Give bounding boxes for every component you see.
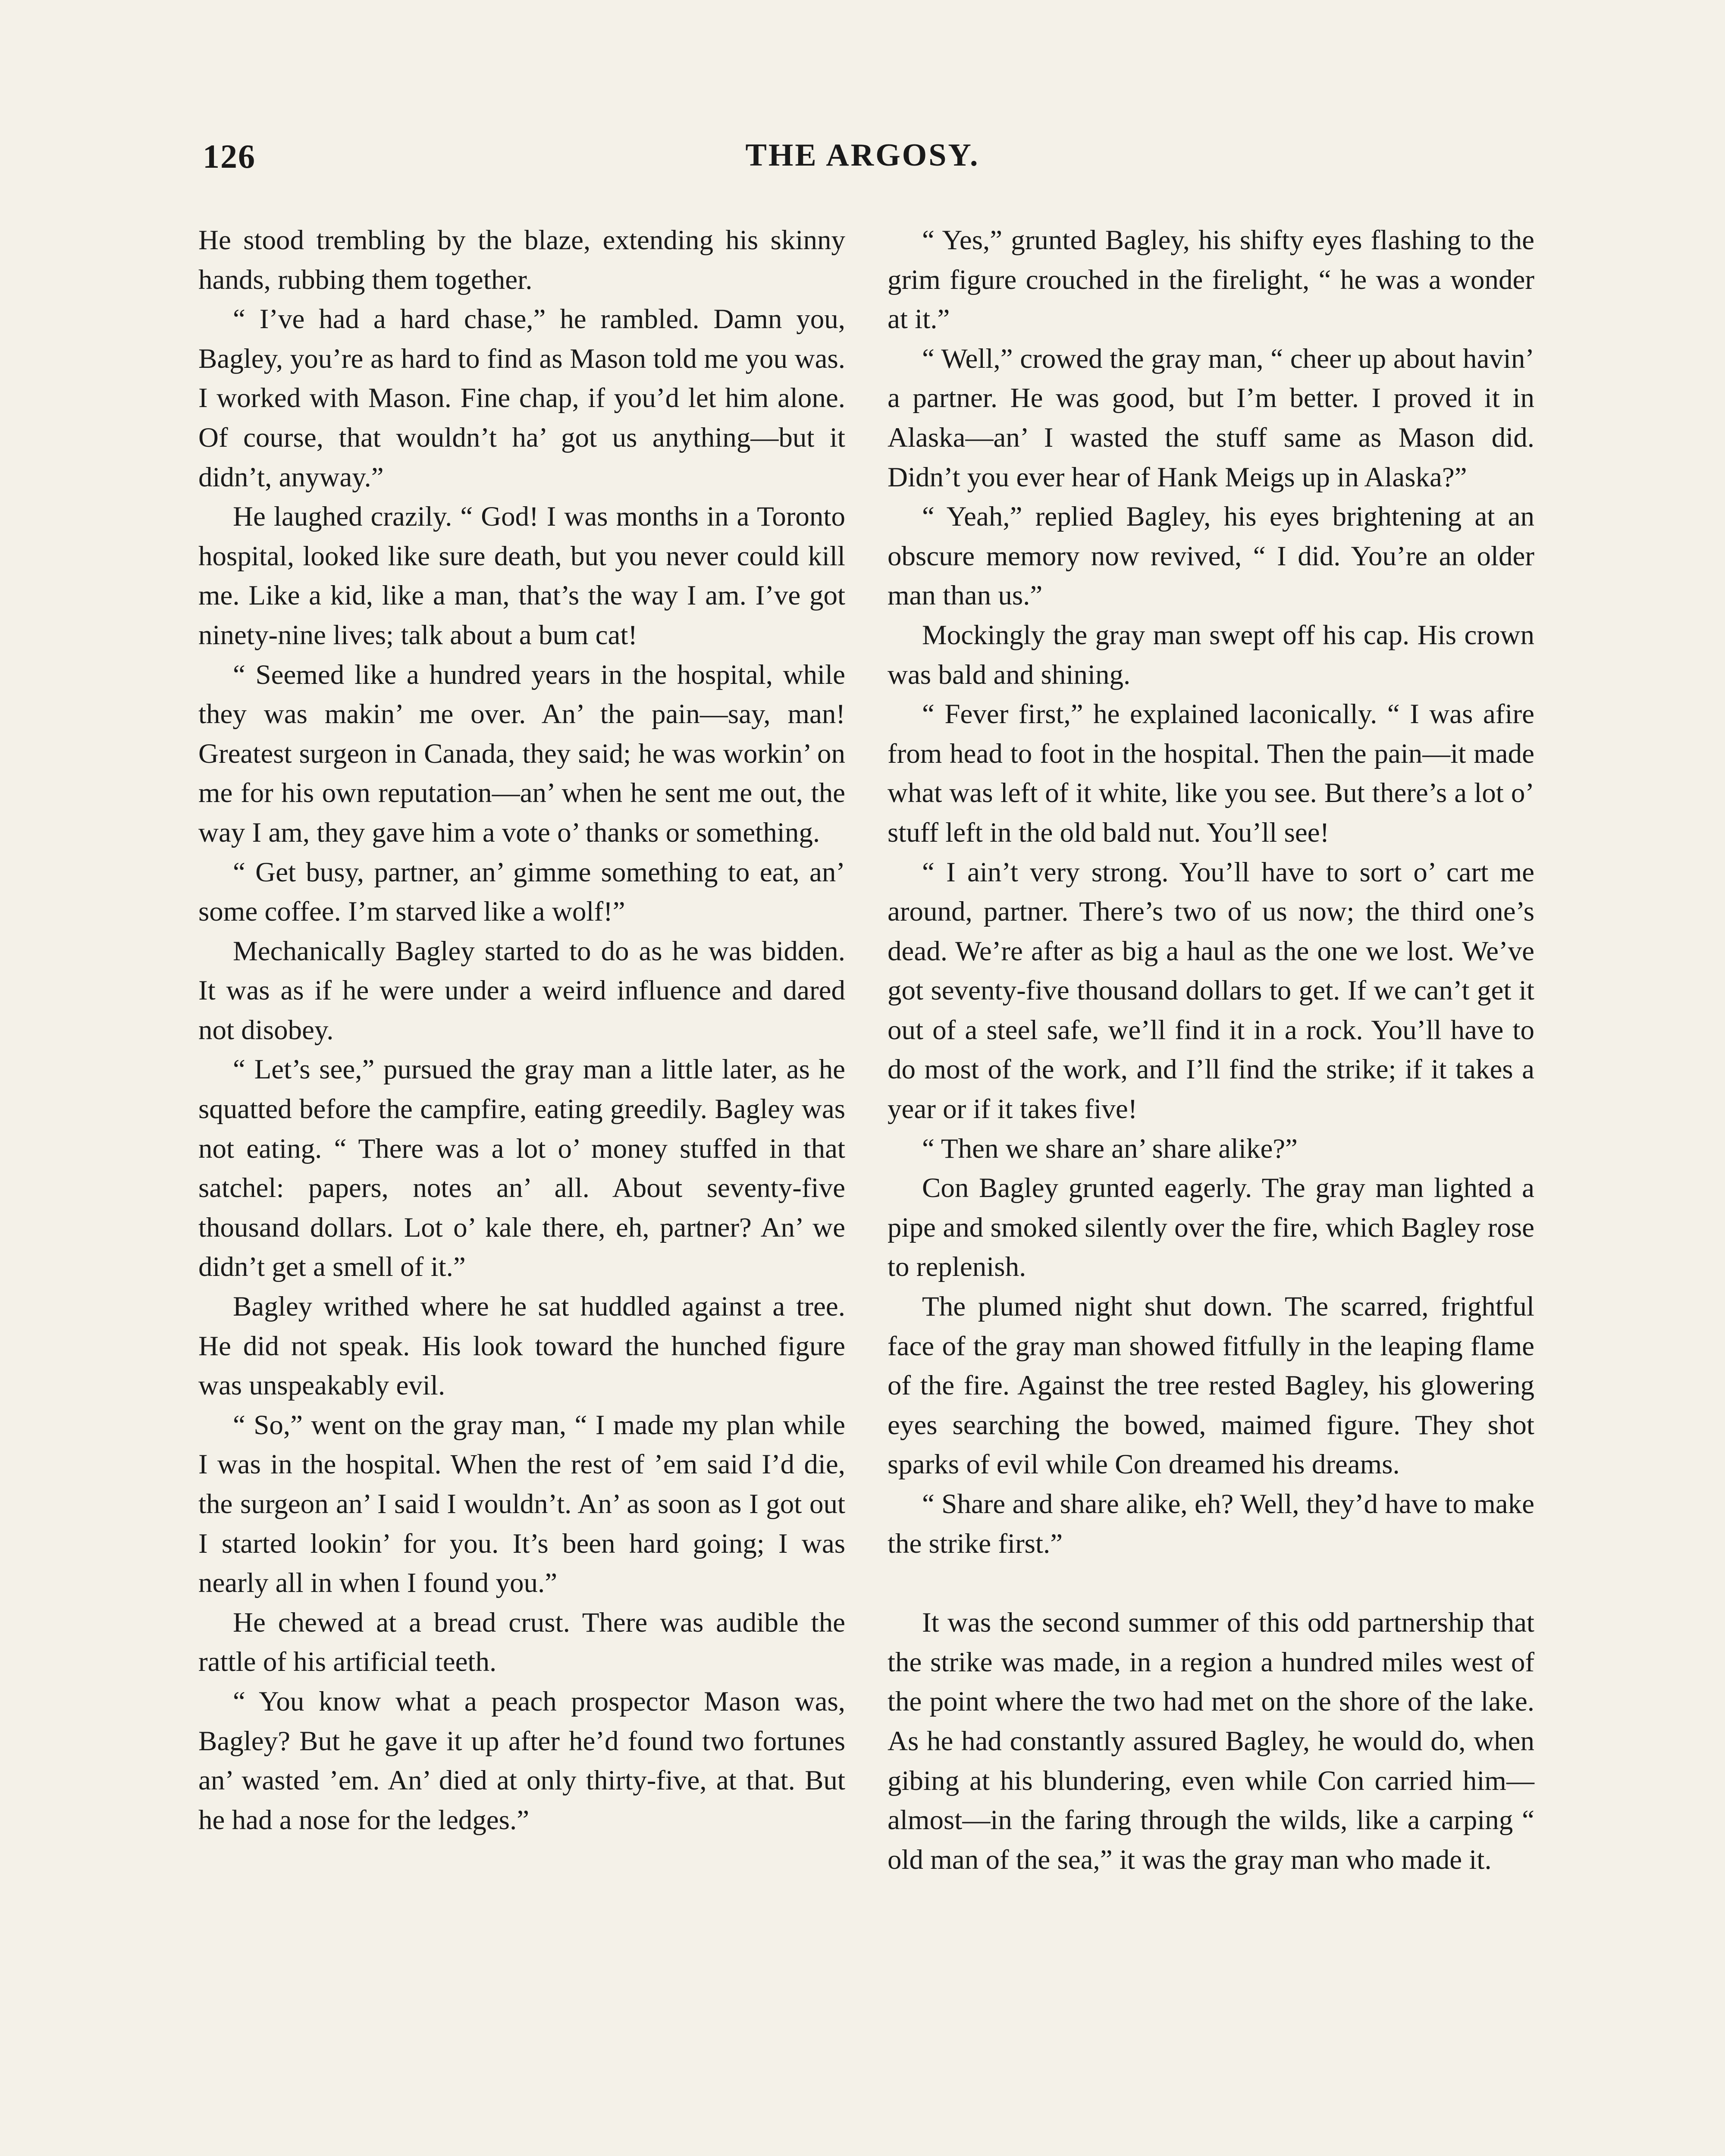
- paragraph: He stood trembling by the blaze, extending his skinny hands, rubbing them together.: [198, 225, 845, 295]
- paragraph: It was the second summer of this odd partnership that the strike was made, in a region a hundred miles west of the point where the two had met on the shore of the lake. As he had constantly assured Bagley, he would do, when gibing at his blundering, even while Con carried him—almost—in the faring through the wilds, like a carping “ old man of the sea,” it was the gray man who made it.: [888, 1607, 1534, 1875]
- paragraph: “ Well,” crowed the gray man, “ cheer up about havin’ a partner. He was good, but I’m better. I proved it in Alaska—an’ I wasted the stuff same as Mason did. Didn’t you ever hear of Hank Meigs up in Alaska?”: [888, 343, 1534, 493]
- right-column: [888, 221, 1534, 1880]
- paragraph: Bagley writhed where he sat huddled against a tree. He did not speak. His look toward the hunched figure was unspeakably evil.: [198, 1291, 845, 1401]
- running-head: THE ARGOSY.: [745, 138, 980, 173]
- paragraph: “ Then we share an’ share alike?”: [922, 1133, 1298, 1164]
- paragraph: “ Yeah,” replied Bagley, his eyes brightening at an obscure memory now revived, “ I did. You’re an older man than us.”: [888, 501, 1534, 611]
- paragraph: Mockingly the gray man swept off his cap. His crown was bald and shining.: [888, 619, 1534, 690]
- paragraph: “ I’ve had a hard chase,” he rambled. Damn you, Bagley, you’re as hard to find as Mason told me you was. I worked with Mason. Fine chap, if you’d let him alone. Of course, that wouldn’t ha’ got us anything—but it didn’t, anyway.”: [198, 304, 845, 493]
- paragraph: Con Bagley grunted eagerly. The gray man lighted a pipe and smoked silently over the fire, which Bagley rose to replenish.: [888, 1172, 1534, 1283]
- paragraph: “ Let’s see,” pursued the gray man a little later, as he squatted before the campfire, eating greedily. Bagley was not eating. “ There was a lot o’ money stuffed in that satchel: papers, notes an’ all. About seventy-five thousand dollars. Lot o’ kale there, eh, partner? An’ we didn’t get a smell of it.”: [198, 1054, 845, 1283]
- paragraph: The plumed night shut down. The scarred, frightful face of the gray man showed fitfully in the leaping flame of the fire. Against the tree rested Bagley, his glowering eyes searching the bowed, maimed figure. They shot sparks of evil while Con dreamed his dreams.: [888, 1291, 1534, 1480]
- page-number: 126: [203, 138, 256, 175]
- left-column: [198, 221, 845, 1840]
- paragraph: “ Yes,” grunted Bagley, his shifty eyes flashing to the grim figure crouched in the firelight, “ he was a wonder at it.”: [888, 225, 1534, 335]
- paragraph: “ Seemed like a hundred years in the hospital, while they was makin’ me over. An’ the pain—say, man! Greatest surgeon in Canada, they said; he was workin’ on me for his own reputation—an’ when he sent me out, the way I am, they gave him a vote o’ thanks or something.: [198, 659, 845, 848]
- paragraph: Mechanically Bagley started to do as he was bidden. It was as if he were under a weird influence and dared not disobey.: [198, 935, 845, 1046]
- paragraph: He chewed at a bread crust. There was audible the rattle of his artificial teeth.: [198, 1607, 845, 1678]
- paragraph: “ You know what a peach prospector Mason was, Bagley? But he gave it up after he’d found two fortunes an’ wasted ’em. An’ died at only thirty-five, at that. But he had a nose for the ledges.”: [198, 1686, 845, 1836]
- paragraph: He laughed crazily. “ God! I was months in a Toronto hospital, looked like sure death, but you never could kill me. Like a kid, like a man, that’s the way I am. I’ve got ninety-nine lives; talk about a bum cat!: [198, 501, 845, 651]
- paragraph: “ Get busy, partner, an’ gimme something to eat, an’ some coffee. I’m starved like a wolf!”: [198, 856, 845, 928]
- paragraph: “ Fever first,” he explained laconically. “ I was afire from head to foot in the hospital. Then the pain—it made what was left of it white, like you see. But there’s a lot o’ stuff left in the old bald nut. You’ll see!: [888, 699, 1534, 848]
- paragraph: “ So,” went on the gray man, “ I made my plan while I was in the hospital. When the rest of ’em said I’d die, the surgeon an’ I said I wouldn’t. An’ as soon as I got out I started lookin’ for you. It’s been hard going; I was nearly all in when I found you.”: [198, 1409, 845, 1599]
- paragraph: “ I ain’t very strong. You’ll have to sort o’ cart me around, partner. There’s two of us now; the third one’s dead. We’re after as big a haul as the one we lost. We’ve got seventy-five thousand dollars to get. If we can’t get it out of a steel safe, we’ll find it in a rock. You’ll have to do most of the work, and I’ll find the strike; if it takes a year or if it takes five!: [888, 856, 1534, 1125]
- paragraph: “ Share and share alike, eh? Well, they’d have to make the strike first.”: [888, 1489, 1534, 1559]
